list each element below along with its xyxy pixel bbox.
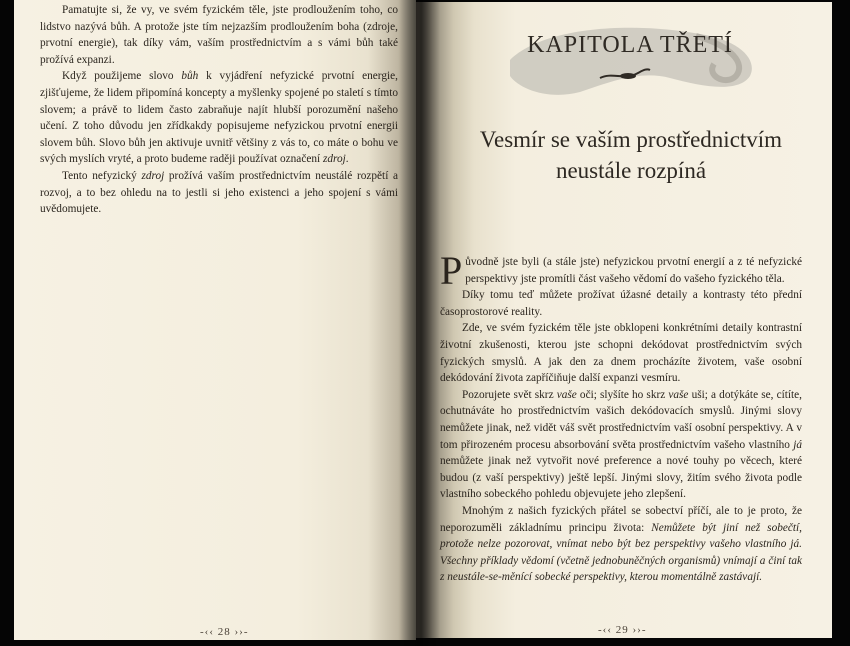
- text-run: .: [345, 153, 349, 166]
- text-run: nemůžete jinak než vytvořit nové preference a nové touhy po věcech, které budou (z vaší perspektivy) ještě lepší. Jinými slovy, žitím svého života podle vlastního sobeckého pohledu objevujete jeho zlepšení.: [440, 455, 802, 501]
- text-run: Pozorujete svět skrz: [462, 388, 557, 401]
- left-page: [14, 0, 416, 640]
- text-run: ůvodně jste byli (a stále jste) nefyzickou prvotní energií a z té nefyzické perspektivy jste promítli část vašeho vědomí do vašeho fyzického těla.: [465, 256, 802, 285]
- chapter-label: KAPITOLA TŘETÍ: [527, 32, 733, 58]
- text-run: prožívá vaším prostřednictvím neustálé rozpětí a rozvoj, a to bez ohledu na to jestli si jeho existenci a jeho spojení s vámi uvědomujete.: [40, 169, 399, 216]
- text-run: oči; slyšíte ho skrz: [576, 388, 669, 401]
- text-run: Když použijeme slovo: [62, 70, 182, 83]
- right-paragraph: [440, 503, 802, 586]
- page-number-ornament-right: ››-: [628, 624, 647, 636]
- italic-text: já: [793, 438, 802, 451]
- right-paragraph: [440, 320, 802, 386]
- left-page-number: [200, 626, 249, 638]
- italic-text: vaše: [668, 388, 689, 401]
- text-run: Pamatujte si, že vy, ve svém fyzickém těle, jste prodloužením toho, co lidstvo nazývá bůh. A protože jste tím nejzazším prodloužením boha (zdroje, prvotní energie), tak díky vám, vaším prostřednictvím a s vámi bůh také prožívá expanzi.: [40, 4, 398, 66]
- left-paragraph: [40, 68, 398, 168]
- text-run: Díky tomu teď můžete prožívat úžasné detaily a kontrasty této přední časoprostorové reality.: [440, 289, 802, 318]
- page-number-ornament-right: ››-: [230, 626, 249, 638]
- chapter-title: Vesmír se vaším prostřednictvím neustále rozpíná: [479, 127, 783, 183]
- right-paragraph: [440, 287, 802, 320]
- left-paragraph: [40, 168, 398, 218]
- text-run: Tento nefyzický: [62, 169, 142, 182]
- italic-text: zdroj: [322, 153, 346, 166]
- text-run: uši; a dotýkáte se, cítíte, ochutnáváte ho prostřednictvím vašich dekódovacích smyslů. Jinými slovy nemůžete jinak, než vidět váš svět prostřednictvím vaší osobní perspektivy. A v tom přirozeném procesu absorbování světa prostřednictvím vašeho vlastního: [440, 388, 802, 451]
- right-paragraph: [440, 248, 802, 293]
- right-page-text: [440, 248, 802, 586]
- right-paragraph: [440, 387, 802, 503]
- italic-text: bůh: [181, 70, 199, 83]
- left-page-text: [40, 2, 398, 218]
- italic-text: vaše: [556, 388, 577, 401]
- text-run: Mnohým z našich fyzických přátel se sobectví příčí, ale to je proto, že neporozuměli základnímu principu života:: [440, 504, 802, 534]
- right-page-number: [598, 624, 647, 636]
- text-run: Zde, ve svém fyzickém těle jste obklopeni konkrétními detaily kontrastní životní zkušenosti, kterou jste schopni dekódovat prostřednictvím svých fyzických smyslů. A jak den za dnem procházíte životem, vaše osobní dekódování života zapříčiňuje další expanzi vesmíru.: [440, 322, 802, 385]
- left-paragraph: [40, 2, 398, 68]
- left-page-number-value: 28: [217, 626, 231, 638]
- right-page-number-value: 29: [615, 624, 629, 636]
- page-number-ornament-left: -‹‹: [598, 624, 616, 636]
- page-number-ornament-left: -‹‹: [200, 626, 218, 638]
- text-run: k vyjádření nefyzické prvotní energie, zjišťujeme, že lidem připomíná koncepty a myšlenky spojené po staletí s tímto slovem; a právě to lidem často zabraňuje najít hlubší porozumění našeho učení. Z toho důvodu jen zřídkakdy popisujeme nefyzickou prvotní energii slovem bůh. Slovo bůh jen aktivuje uvnitř většiny z vás to, co máte o bohu ve svých myslích vryté, a proto budeme raději používat označení: [40, 70, 398, 166]
- right-page: [416, 2, 832, 638]
- drop-cap: P: [440, 248, 463, 293]
- italic-text: zdroj: [141, 169, 165, 182]
- italic-text: Nemůžete být jiní než sobečtí, protože nelze pozorovat, vnímat nebo být bez perspektivy vašeho vlastního já. Všechny příklady vědomí (včetně jednobuněčných organismů) vnímají a činí tak z neustále-se-měnící sobecké perspektivy, kterou momentálně zastávají.: [440, 521, 802, 584]
